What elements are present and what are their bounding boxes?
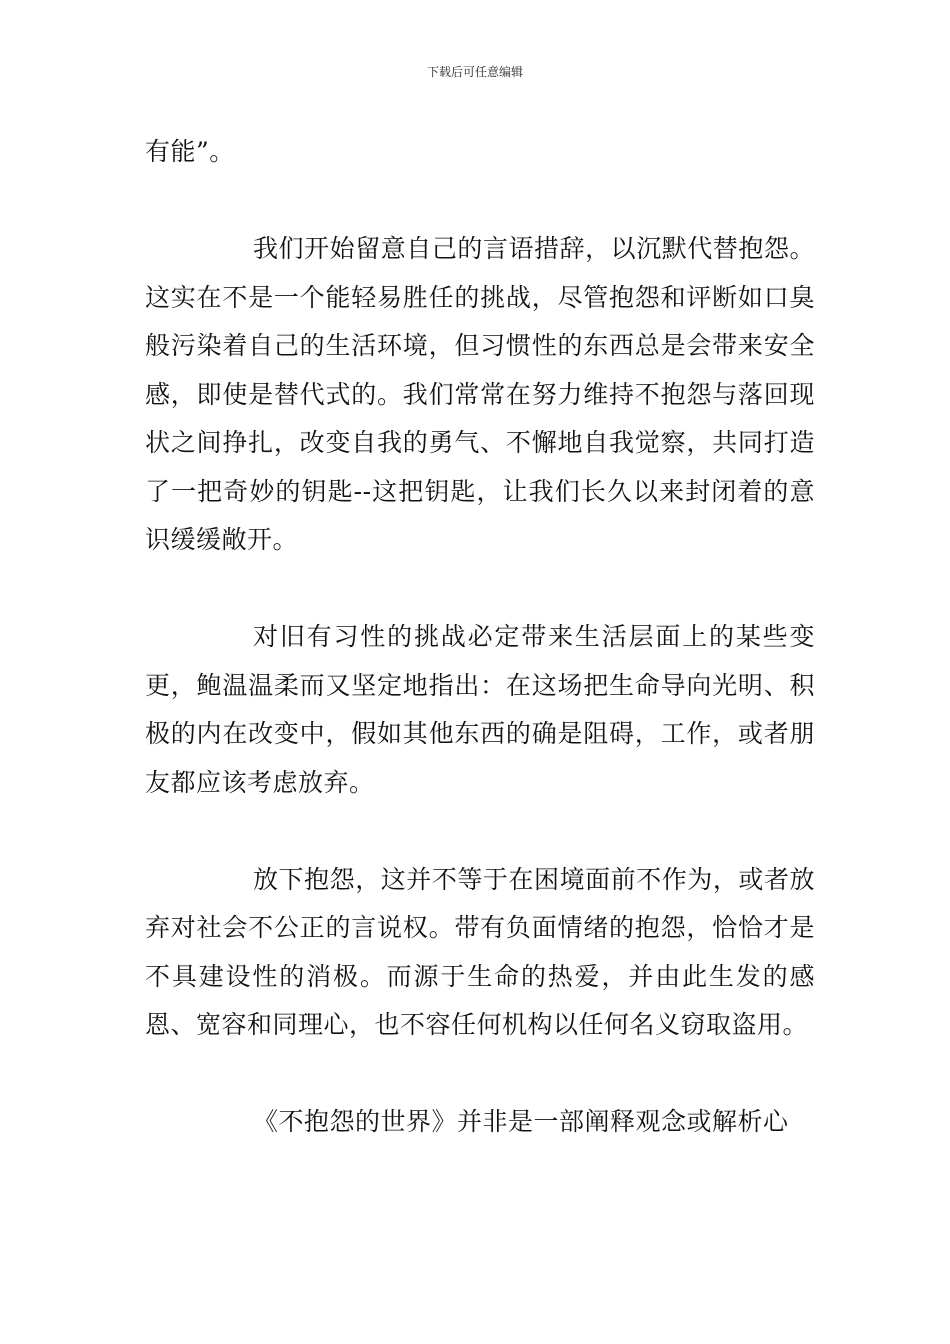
paragraph: 《不抱怨的世界》并非是一部阐释观念或解析心 bbox=[253, 1107, 789, 1136]
paragraph-gap bbox=[145, 807, 815, 856]
paragraph: 对旧有习性的挑战必定带来生活层面上的某些变更，鲍温温柔而又坚定地指出：在这场把生命导向光明、积极的内在改变中，假如其他东西的确是阻碍，工作，或者朋友都应该考虑放弃。 bbox=[145, 622, 815, 797]
paragraph-continuation: 有能”。 bbox=[145, 137, 235, 166]
document-body bbox=[145, 128, 815, 1147]
paragraph-gap bbox=[145, 1050, 815, 1099]
paragraph: 我们开始留意自己的言语措辞，以沉默代替抱怨。这实在不是一个能轻易胜任的挑战，尽管抱怨和评断如口臭般污染着自己的生活环境，但习惯性的东西总是会带来安全感，即使是替代式的。我们常常在努力维持不抱怨与落回现状之间挣扎，改变自我的勇气、不懈地自我觉察，共同打造了一把奇妙的钥匙--这把钥匙，让我们长久以来封闭着的意识缓缓敞开。 bbox=[145, 234, 815, 554]
page-header-note: 下载后可任意编辑 bbox=[426, 65, 523, 79]
paragraph-gap bbox=[145, 565, 815, 614]
paragraph: 放下抱怨，这并不等于在困境面前不作为，或者放弃对社会不公正的言说权。带有负面情绪的抱怨，恰恰才是不具建设性的消极。而源于生命的热爱，并由此生发的感恩、宽容和同理心，也不容任何机构以任何名义窃取盗用。 bbox=[145, 864, 815, 1039]
paragraph-gap bbox=[145, 177, 815, 226]
